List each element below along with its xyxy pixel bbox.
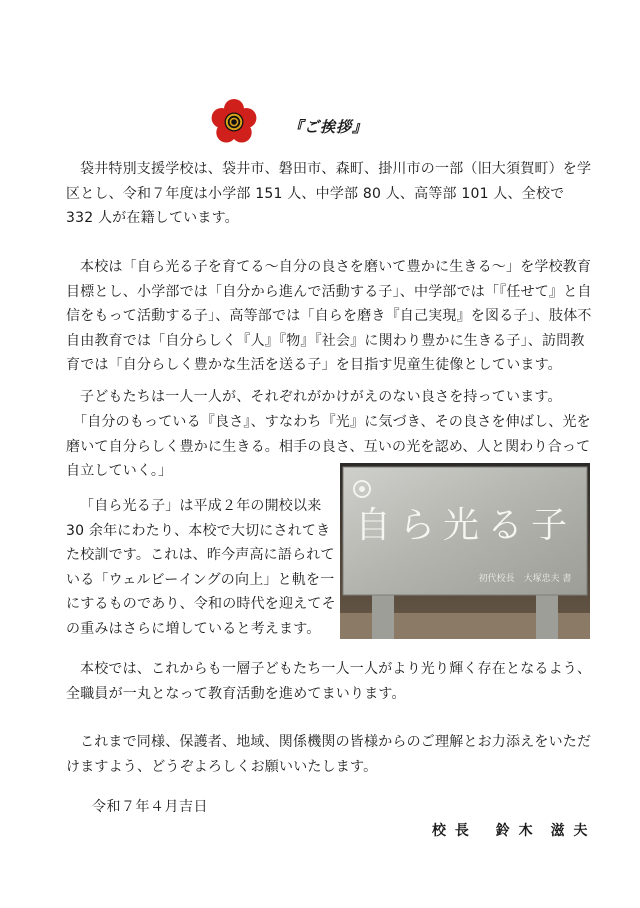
stone-motto-text: 自ら光る子 <box>354 505 576 546</box>
issue-date: 令和７年４月吉日 <box>92 799 208 815</box>
intro-paragraph: 袋井特別支援学校は、袋井市、磐田市、森町、掛川市の一部（旧大須賀町）を学区とし、令和７年度は小学部 151 人、中学部 80 人、高等部 101 人、全校で 332 人が在籍しています。 <box>66 161 592 226</box>
commitment-paragraph: 本校では、これからも一層子どもたち一人一人がより光り輝く存在となるよう、全職員が一丸となって教育活動を進めてまいります。 <box>66 661 592 702</box>
quote-paragraph: 「自分のもっている『良さ』、すなわち『光』に気づき、その良さを伸ばし、光を磨いて自分らしく豊かに生きる。相手の良さ、互いの光を認め、人と関わり合って自立していく。」 <box>66 414 591 479</box>
principal-role: 校 長 <box>432 823 471 839</box>
principal-name: 鈴 木 滋 夫 <box>495 823 590 839</box>
stone-caption-text: 初代校長 大塚忠夫 書 <box>478 574 572 584</box>
plum-blossom-emblem-icon <box>210 98 258 146</box>
stone-monument-image <box>340 463 590 639</box>
page-title: 『ご挨拶』 <box>288 118 369 136</box>
principal-signature <box>432 820 590 840</box>
closing-paragraph: これまで同様、保護者、地域、関係機関の皆様からのご理解とお力添えをいただけますよう、どうぞよろしくお願いいたします。 <box>66 734 592 775</box>
educational-goal-paragraph: 本校は「自ら光る子を育てる～自分の良さを磨いて豊かに生きる～」を学校教育目標とし、小学部では「自分から進んで活動する子」、中学部では「『任せて』と自信をもって活動する子」、高等部では「自らを磨き『自己実現』を図る子」、肢体不自由教育では「自分らしく『人』『物』『社会』に関わり豊かに生きる子」、訪問教育では「自分らしく豊かな生活を送る子」を目指す児童生徒像としています。 <box>66 259 592 373</box>
school-motto-stone-photo <box>340 463 590 639</box>
motto-history-paragraph: 「自ら光る子」は平成２年の開校以来 30 余年にわたり、本校で大切にされてきた校訓です。これは、昨今声高に語られている「ウェルビーイングの向上」と軌を一にするものであり、令和の時代を迎えてその重みはさらに増していると考えます。 <box>66 498 336 637</box>
children-paragraph: 子どもたちは一人一人が、それぞれがかけがえのない良さを持っています。 <box>80 389 562 405</box>
